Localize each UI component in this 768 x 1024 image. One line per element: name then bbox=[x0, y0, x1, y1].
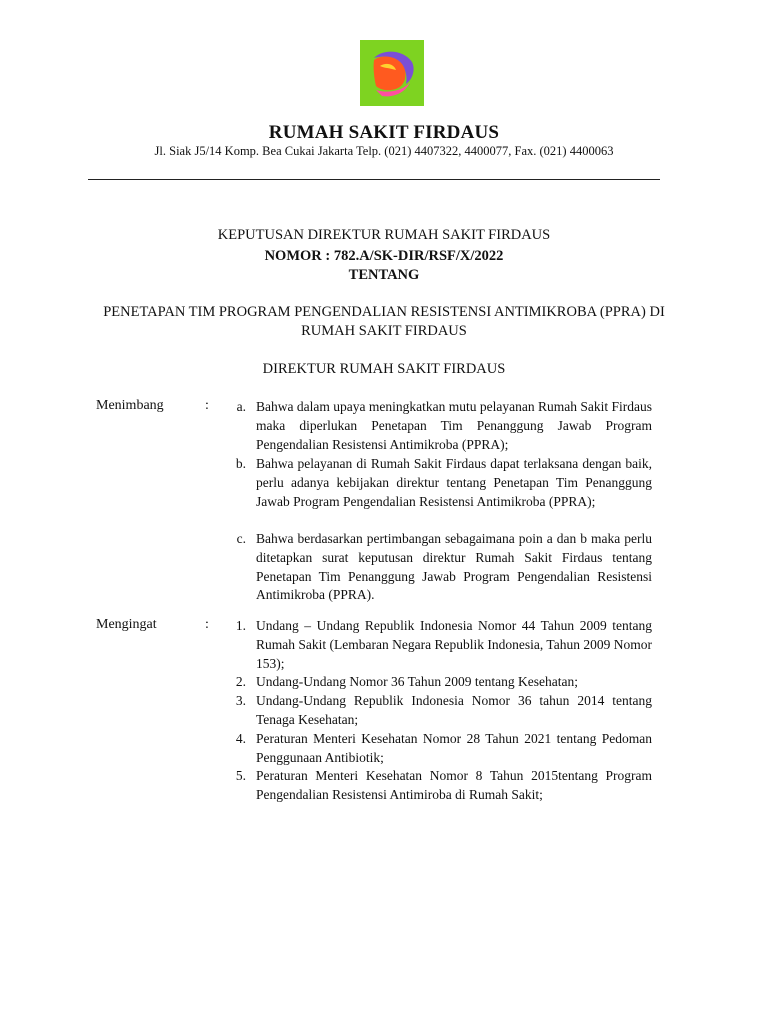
item-text: Undang-Undang Nomor 36 Tahun 2009 tentang Kesehatan; bbox=[256, 674, 578, 689]
item-marker: 1. bbox=[235, 618, 246, 633]
header-divider bbox=[88, 179, 660, 180]
item-marker: 5. bbox=[235, 768, 246, 783]
menimbang-label: Menimbang bbox=[96, 398, 164, 413]
item-marker: 4. bbox=[235, 731, 246, 746]
decree-number: NOMOR : 782.A/SK-DIR/RSF/X/2022 bbox=[264, 248, 504, 264]
hospital-address: Jl. Siak J5/14 Komp. Bea Cukai Jakarta Telp. (021) 4407322, 4400077, Fax. (021) 4400063 bbox=[154, 144, 614, 158]
item-marker: 2. bbox=[235, 674, 246, 689]
item-text: Undang – Undang Republik Indonesia Nomor 44 Tahun 2009 tentang Rumah Sakit (Lembaran Negara Republik Indonesia, Tahun 2009 Nomor 153); bbox=[256, 618, 652, 671]
item-text: Peraturan Menteri Kesehatan Nomor 28 Tahun 2021 tentang Pedoman Penggunaan Antibiotik; bbox=[256, 731, 652, 765]
decree-title: KEPUTUSAN DIREKTUR RUMAH SAKIT FIRDAUS bbox=[217, 227, 551, 243]
item-marker: 3. bbox=[235, 693, 246, 708]
item-text: Undang-Undang Republik Indonesia Nomor 36 tahun 2014 tentang Tenaga Kesehatan; bbox=[256, 693, 652, 727]
item-text: Peraturan Menteri Kesehatan Nomor 8 Tahun 2015tentang Program Pengendalian Resistensi Antimiroba di Rumah Sakit; bbox=[256, 768, 652, 802]
item-marker: a. bbox=[236, 399, 246, 414]
item-marker: c. bbox=[236, 531, 246, 546]
hospital-name: RUMAH SAKIT FIRDAUS bbox=[268, 122, 500, 143]
hospital-logo bbox=[360, 40, 424, 106]
item-marker: b. bbox=[235, 456, 246, 471]
item-text: Bahwa dalam upaya meningkatkan mutu pelayanan Rumah Sakit Firdaus maka diperlukan Penetapan Tim Penanggung Jawab Program Pengendalian Resistensi Antimikroba (PPRA); bbox=[256, 399, 652, 452]
decree-subject-line1: PENETAPAN TIM PROGRAM PENGENDALIAN RESISTENSI ANTIMIKROBA (PPRA) DI bbox=[103, 304, 665, 320]
item-text: Bahwa pelayanan di Rumah Sakit Firdaus dapat terlaksana dengan baik, perlu adanya kebijakan direktur tentang Penetapan Tim Penanggung Jawab Program Pengendalian Resistensi Antimikroba (PPRA); bbox=[256, 456, 652, 509]
mengingat-label: Mengingat bbox=[96, 617, 157, 632]
menimbang-colon: : bbox=[205, 398, 209, 413]
item-text: Bahwa berdasarkan pertimbangan sebagaimana poin a dan b maka perlu ditetapkan surat keputusan direktur Rumah Sakit Firdaus tentang Penetapan Tim Penanggung Jawab Program Pengendalian Resistensi Antimikroba (PPRA). bbox=[256, 531, 652, 603]
director-heading: DIREKTUR RUMAH SAKIT FIRDAUS bbox=[262, 361, 506, 377]
decree-tentang: TENTANG bbox=[348, 267, 420, 283]
mengingat-colon: : bbox=[205, 617, 209, 632]
decree-subject-line2: RUMAH SAKIT FIRDAUS bbox=[301, 323, 467, 339]
